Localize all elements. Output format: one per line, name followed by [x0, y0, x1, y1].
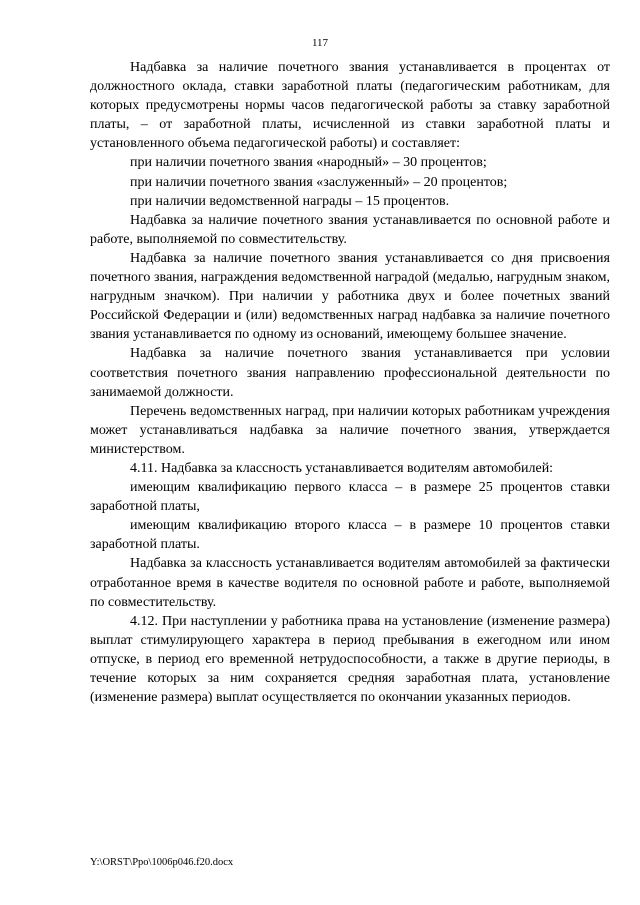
list-item-first-class: имеющим квалификацию первого класса – в размере 25 процентов ставки заработной платы, [90, 480, 610, 515]
paragraph-correspondence-condition: Надбавка за наличие почетного звания устанавливается при условии соответствия почетного звания направлению профессиональной деятельности по занимаемой должности. [90, 346, 610, 400]
list-item-departmental-award: при наличии ведомственной награды – 15 процентов. [130, 193, 450, 209]
paragraph-class-allowance-time: Надбавка за классность устанавливается водителям автомобилей за фактически отработанное время в качестве водителя по основной работе и работе, выполняемой по совместительству. [90, 556, 610, 610]
paragraph-honorary-title-allowance: Надбавка за наличие почетного звания устанавливается в процентах от должностного оклада, ставки заработной платы (педагогическим работникам, для которых предусмотрены нормы часов педагогической работы за ставку заработной платы, – от заработной платы, исчисленной из ставки заработной платы и установленного объема педагогической работы) и составляет: [90, 60, 610, 152]
paragraph-awards-list: Перечень ведомственных наград, при наличии которых работникам учреждения может устанавливаться надбавка за наличие почетного звания, утверждается министерством. [90, 403, 610, 457]
list-item-honored-title: при наличии почетного звания «заслуженный» – 20 процентов; [130, 174, 508, 190]
list-item-second-class: имеющим квалификацию второго класса – в размере 10 процентов ставки заработной платы. [90, 518, 610, 553]
paragraph-section-4-11: 4.11. Надбавка за классность устанавливается водителям автомобилей: [130, 460, 554, 476]
list-item-people-title: при наличии почетного звания «народный» – 30 процентов; [130, 155, 487, 171]
page-number: 117 [311, 37, 329, 49]
file-path-footer: Y:\ORST\Ppo\1006p046.f20.docx [90, 857, 234, 868]
paragraph-section-4-12: 4.12. При наступлении у работника права на установление (изменение размера) выплат стимулирующего характера в период пребывания в ежегодном или ином отпуске, в период его временной нетрудоспособности, а также в другие периоды, в течение которых за ним сохраняется средняя заработная плата, установление (изменение размера) выплат осуществляется по окончании указанных периодов. [90, 613, 610, 706]
document-body [90, 58, 610, 707]
paragraph-effective-date: Надбавка за наличие почетного звания устанавливается со дня присвоения почетного звания, награждения ведомственной наградой (медалью, нагрудным знаком, нагрудным значком). При наличии у работника двух и более почетных званий Российской Федерации и (или) ведомственных наград надбавка за наличие почетного звания устанавливается по одному из оснований, имеющему большее значение. [90, 250, 610, 343]
paragraph-main-and-secondary-work: Надбавка за наличие почетного звания устанавливается по основной работе и работе, выполняемой по совместительству. [90, 212, 610, 247]
